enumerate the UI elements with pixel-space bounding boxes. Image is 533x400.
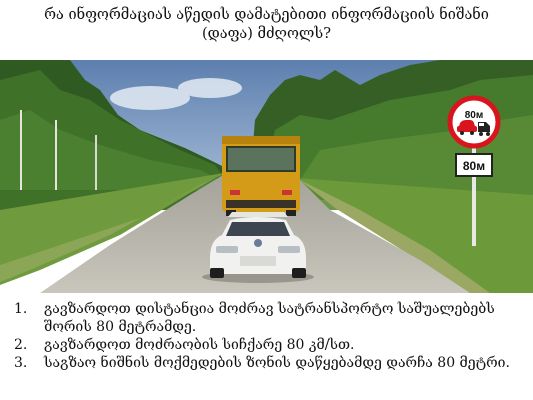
answer-option-1[interactable] <box>14 300 524 336</box>
question-text <box>0 6 533 44</box>
answer-option-3[interactable] <box>14 354 524 372</box>
answer-option-2[interactable] <box>14 336 524 354</box>
road-scene-image <box>0 60 533 293</box>
answer-text: გავზარდოთ დისტანცია მოძრავ სატრანსპორტო საშუალებებს შორის 80 მეტრამდე. <box>44 301 495 335</box>
answer-text: გავზარდოთ მოძრაობის სიჩქარე 80 კმ/სთ. <box>44 337 355 353</box>
answer-number: 1. <box>14 301 28 317</box>
answer-number: 2. <box>14 337 28 353</box>
answer-list <box>14 300 524 372</box>
question-line-2: (დაფა) მძღოლს? <box>202 26 331 42</box>
no-overtaking-trucks-sign <box>450 98 498 146</box>
yellow-bus <box>222 136 300 216</box>
answer-text: საგზაო ნიშნის მოქმედების ზონის დაწყებამდე დარჩა 80 მეტრი. <box>44 355 510 371</box>
answer-number: 3. <box>14 355 28 371</box>
plate-label: 80м <box>462 159 486 173</box>
sign-distance-label: 80м <box>464 110 484 121</box>
question-line-1: რა ინფორმაციას აწედის დამატებითი ინფორმაციის ნიშანი <box>44 7 489 23</box>
